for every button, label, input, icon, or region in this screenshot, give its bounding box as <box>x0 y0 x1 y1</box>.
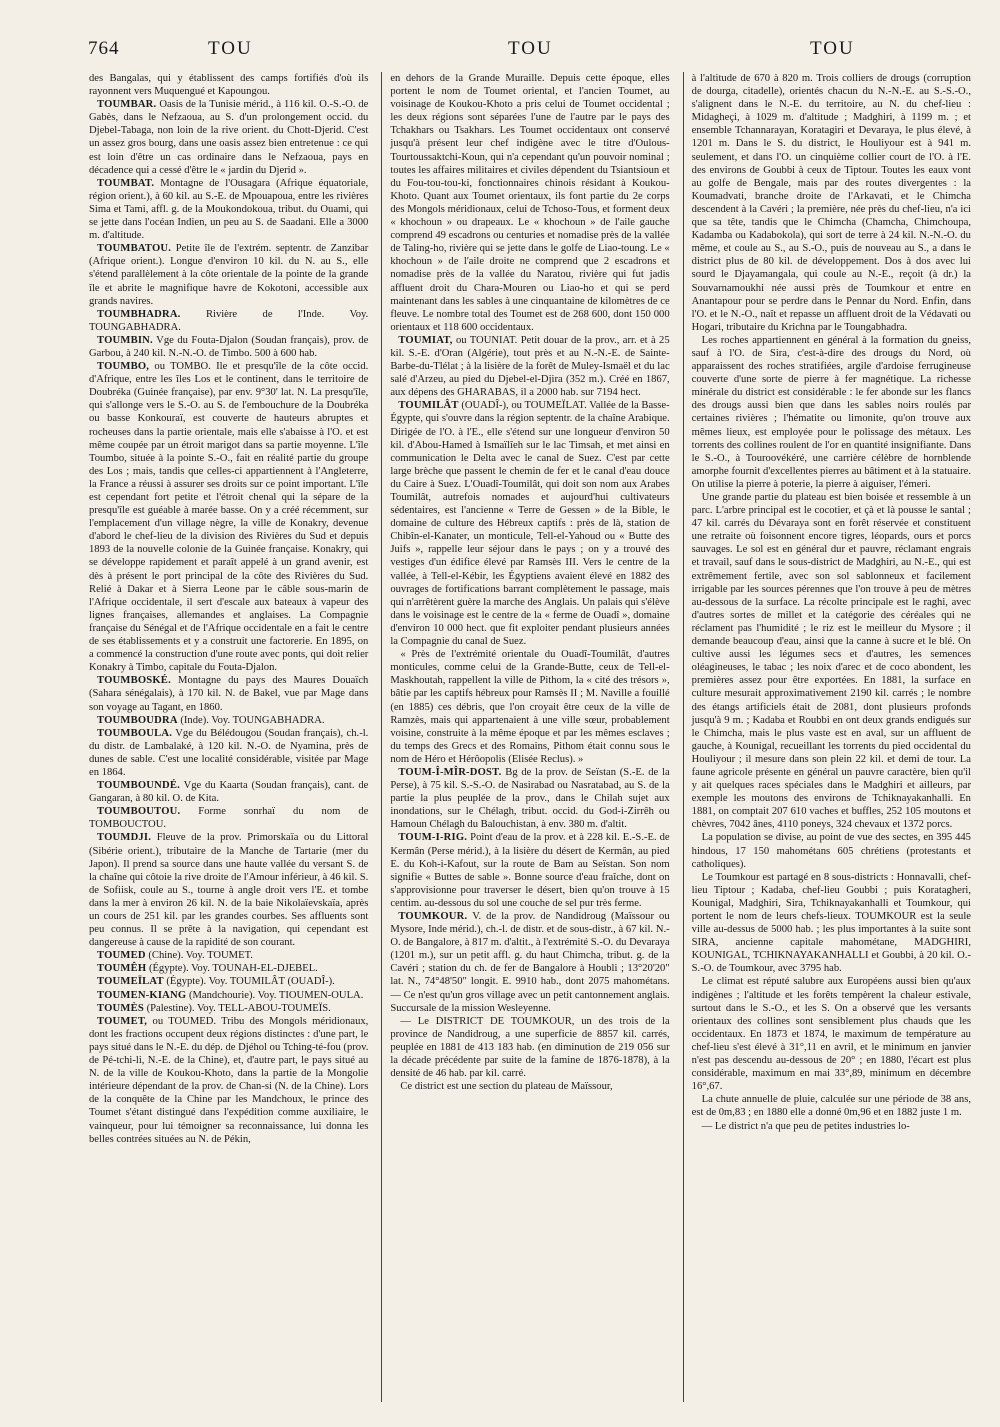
entry-body: Rivière de l'Inde. Voy. TOUNGABHADRA. <box>89 308 369 333</box>
entry-headword: TOUM-Î-MÎR-DOST. <box>398 766 502 778</box>
continued-paragraph: des Bangalas, qui y établissent des camps fortifiés d'où ils rayonnent vers Muquengué et Kapoungou. <box>89 73 369 98</box>
continued-paragraph: à l'altitude de 670 à 820 m. Trois colliers de drougs (corruption de dourga, citadelle), orientés chacun du N.-N.-E. au S.-S.-O., s'alignent dans le N.-E. du territoire, au N. du chef-lieu : Midagheçi, à 1029 m. d'altitude ; Madghiri, à 1199 m. ; et ensemble Tchannarayan, Koratagiri et Devaraya, le plus élevé, à 1201 m. Dans le S. du district, le Houliyour est à 941 m. seulement, et dans l'O. un cinquième collier court de l'O. à l'E. des environs de Goubbi à ceux de Tiptour. Toutes les eaux vont au golfe de Bengale, mais par des routes divergentes : la Koumadvati, branche droite de l'Arkavati, et le Chimcha descendent à la Cavéri ; la première, née près du chef-lieu, n'a ici que sa tête, tandis que le Chimcha (Chamcha, Chimchoupa, Kadamba ou Kadabokola), qui sort de terre à 24 kil. N.-N.-O. du même, et coule au S., au S.-O., puis de nouveau au S., a dans le district plus de 80 kil. de développement. Dos à dos avec lui sourd le Djayamangala, qui coule au N.-E., reçoit (à dr.) la Souvarnamoukhi née aussi près de Toumkour et entre en Anantapour pour se perdre dans le Pennar du Nord. Enfin, dans l'O. et le N.-O., naît et repasse un affluent droit de la Védavati ou Hogari, tributaire du Krichna par le Toungabhadra. <box>691 73 971 333</box>
dictionary-entry <box>89 334 368 360</box>
entry-body: Montagne de l'Ousagara (Afrique équatoriale, région orient.), à 60 kil. au S.-E. de Mpouapoua, entre les rivières Sima et Tami, affl. g. de la Moukondokoua, tribut. du Ouami, qui se jette dans l'océan Indien, un peu au S. de Saadani. Elle a 3000 m. d'altitude. <box>89 177 369 242</box>
dictionary-entry <box>89 989 368 1002</box>
entry-body: Petite île de l'extrém. septentr. de Zanzibar (Afrique orient.). Longue d'environ 10 kil. du N. au S., elle s'étend parallèlement à la côte orientale de la pointe de la grande île et abrite le magnifique havre de Kokotoni, accessible aux grands navires. <box>89 243 369 307</box>
dictionary-entry <box>89 674 368 713</box>
dictionary-entry <box>89 779 368 805</box>
entry-headword: TOUMÊH <box>97 963 147 975</box>
entry-headword: TOUMILÂT <box>398 400 459 412</box>
dictionary-entry <box>89 805 368 831</box>
dictionary-entry <box>89 727 368 779</box>
dictionary-entry <box>390 334 669 399</box>
entry-body: Point d'eau de la prov. et à 228 kil. E.-S.-E. de Kermân (Perse mérid.), à la lisière du désert de Kermân, au pied E. du Koh-i-Kafout, sur la route de Bam au Seïstan. Son nom signifie « Buttes de sable ». Bonne source d'eau fraîche, dont on s'approvisionne pour traverser le désert, bien qu'on trouve à 15 centim. au-dessous du sol une couche de sel pur très ferme. <box>390 832 670 909</box>
entry-body: ou TOUMED. Tribu des Mongols méridionaux, dont les fractions occupent deux régions distinctes : d'une part, le pays situé dans le N.-E. du dép. de Djéhol ou Tching-té-fou (prov. de Pé-tchi-li, N.-E. de la Chine), et, d'autre part, le pays situé au N. de la ville de Koukou-Khoto, dans la partie de la Mongolie intérieure dépendant de la prov. de Chan-si (N. de la Chine). Lors de la conquête de la Chine par les Mandchoux, le prince des Toumet s'étant distingué dans l'expédition comme auxiliaire, le vainqueur, pour lui témoigner sa reconnaissance, lui donna les belles contrées situées au N. de Pékin, <box>89 1015 369 1145</box>
entry-body: ou TOUNIAT. Petit douar de la prov., arr. et à 25 kil. S.-E. d'Oran (Algérie), tout près et au N.-N.-E. de Sainte-Barbe-du-Tlélat ; à la lisière de la forêt de Muley-Ismaël et du lac salé d'Arzeu, au pied du Djebel-el-Djira (352 m.). Créé en 1867, aux dépens des GHARABAS, il a 2000 hab. sur 7194 hect. <box>390 334 670 399</box>
dictionary-entry <box>89 1015 368 1146</box>
entry-body: Forme sonrhaï du nom de TOMBOUCTOU. <box>89 806 369 831</box>
entry-headword: TOUMET, <box>97 1015 148 1027</box>
paragraph: « Près de l'extrémité orientale du Ouadî-Toumilât, d'autres monticules, comme celui de la Grande-Butte, ceux de Tell-el-Maskhoutah, rappellent la ville de Pithom, la « cité des trésors », bâtie par les captifs hébreux pour Ramsès II ; M. Naville a fouillé (en 1885) ces débris, que l'on croyait être ceux de la ville de Ramzès, mais qui appartenaient à une ville sœur, probablement voisine, construite à la même époque et par les mêmes esclaves ; du temps des Grecs et des Romains, Pithom était connu sous le nom de Héro et Hérôopolis (Elisée Reclus). » <box>390 649 670 765</box>
paragraph: Ce district est une section du plateau de Maïssour, <box>400 1081 613 1093</box>
paragraph: Le Toumkour est partagé en 8 sous-districts : Honnavalli, chef-lieu Tiptour ; Kadaba, chef-lieu Goubbi ; puis Koratagheri, Kounigal, Madghiri, Sira, Tchiknayakanhalli et Toumkour, qui portent le nom de leurs chefs-lieux. TOUMKOUR est la seule ville au-dessus de 5000 hab. ; les plus importantes à la suite sont SIRA, ancienne capitale mahométane, MADGHIRI, KOUNIGAL, TCHIKNAYAKANHALLI et Goubbi, à 20 kil. O.-S.-O. de Toumkour, avec 3795 hab. <box>691 871 971 975</box>
dictionary-entry <box>89 98 368 177</box>
entry-body: Vge du Kaarta (Soudan français), cant. de Gangaran, à 80 kil. O. de Kita. <box>89 780 369 805</box>
entry-body: Bg de la prov. de Seïstan (S.-E. de la Perse), à 75 kil. S.-S.-O. de Nasirabad ou Nasratabad, au S. de la partie la plus peuplée de la prov., dans le Chilah sujet aux inondations, sur le Chélagh, tribut. occid. du God-i-Zirrêh ou Hamoun Chélagh du Balouchistan, à env. 380 m. d'altit. <box>390 766 670 831</box>
column-1 <box>86 72 371 1402</box>
text-columns <box>86 72 974 1402</box>
column-3 <box>683 72 974 1402</box>
paragraph: Une grande partie du plateau est bien boisée et ressemble à un parc. L'arbre principal est le cocotier, et çà et là pousse le santal ; 47 kil. carrés du Dévaraya sont en forêt réservée et constituent une retraite où foisonnent encore tigres, léopards, ours et porcs sauvages. Le sol est en général dur et pauvre, réclamant engrais et travail, sauf dans le sous-district de Madghiri, au N.-E., qui est extrêmement fertile, avec son sol sablonneux et facilement irrigable par les sources pérennes que l'on trouve à peu de mètres au-dessous de la surface. La récolte principale est le raghi, avec d'autres sortes de millet et la catégorie des céréales qui ne réclament pas l'humidité ; le riz est le meilleur du Mysore ; il demande beaucoup d'eau, ainsi que la canne à sucre et le blé. On cultive aussi les légumes secs et d'autres, les semences oléagineuses, le tabac ; les noix d'arec et de coco abondent, les premières assez pour être exportées. En 1881, la surface en culture mesurait approximativement 2190 kil. carrés ; le nombre des étangs artificiels était de 2081, dont plusieurs profonds jusqu'à 9 m. ; Kadaba et Roubbi en ont deux grands endigués sur le Chimcha, mais le plus vaste est en aval, sur un affluent de gauche, à Kounigal, recueillant les torrents du pied occidental du Houliyour ; il mesure dans son plein 22 kil. et demi de tour. La faune agricole présente en général un pauvre caractère, bien qu'il y ait quelques races spéciales dans le Madghiri et ailleurs, par exemple les moutons des environs de Tchiknayakanhalli. En 1881, on comptait 207 610 vaches et buffles, 252 105 moutons et chèvres, 7042 ânes, 4110 poneys, 324 chevaux et 1372 porcs. <box>691 492 971 831</box>
entry-body: (Chine). Voy. TOUMET. <box>148 950 253 962</box>
entry-headword: TOUMBOSKÉ. <box>97 675 171 687</box>
entry-body: Vge du Fouta-Djalon (Soudan français), prov. de Garbou, à 240 kil. N.-N.-O. de Timbo. 500 à 600 hab. <box>89 334 369 359</box>
paragraph: — Le district n'a que peu de petites industries lo- <box>701 1120 910 1132</box>
dictionary-entry <box>89 308 368 334</box>
entry-headword: TOUMEN-KIANG <box>97 989 187 1001</box>
page-number: 764 <box>88 38 120 59</box>
column-2 <box>381 72 672 1402</box>
dictionary-entry <box>390 399 669 648</box>
entry-body: (Palestine). Voy. TELL-ABOU-TOUMEÏS. <box>146 1002 331 1014</box>
entry-headword: TOUMBOULA. <box>97 727 173 739</box>
running-head-right: TOU <box>810 38 855 59</box>
dictionary-entry <box>89 949 368 962</box>
paragraph: Le climat est réputé salubre aux Européens aussi bien qu'aux indigènes ; l'altitude et les forêts tempèrent la chaleur estivale, surtout dans le S.-O., et les S. On a observé que les versants orientaux des collines sont sensiblement plus chauds que les occidentaux. En 1873 et 1874, le maximum de température au chef-lieu s'est élevé à 31°,11 en avril, et le minimum en janvier n'est pas descendu au-dessous de 20° ; en 1880, l'écart est plus considérable, maximum en mai 33°,89, minimum en décembre 16°,67. <box>691 976 971 1093</box>
entry-body: (Égypte). Voy. TOUNAH-EL-DJEBEL. <box>148 963 318 975</box>
paragraph: La population se divise, au point de vue des sectes, en 395 445 hindous, 17 150 mahométans 605 chrétiens (protestants et catholiques). <box>691 832 971 870</box>
entry-headword: TOUMBOUDRA <box>97 714 178 726</box>
entry-headword: TOUMÈS <box>97 1002 144 1014</box>
entry-headword: TOUMBOUNDÉ. <box>97 780 180 792</box>
entry-headword: TOUMEÏLAT <box>97 976 164 988</box>
dictionary-entry <box>89 975 368 988</box>
entry-body: Oasis de la Tunisie mérid., à 116 kil. O.-S.-O. de Gabès, dans le Nefzaoua, au S. d'un prolongement occid. du Djebel-Tabaga, non loin de la rive orient. du Chott-Djerid. C'est un assez gros bourg, dans une oasis assez bien entretenue : ce qui est loin d'être un cas ordinaire dans le Nefzaoua, pays en décadence qui a cessé d'être le « jardin du Djerid ». <box>89 99 369 176</box>
entry-headword: TOUMDJI. <box>97 832 152 844</box>
continued-paragraph: en dehors de la Grande Muraille. Depuis cette époque, elles portent le nom de Toumet oriental, et l'ancien Toumet, au voisinage de Koukou-Khoto a pris celui de Toumet occidental ; les deux régions sont séparées l'une de l'autre par le pays des Tchakhars ou Tsakhars. Les Toumet occidentaux ont conservé jusqu'à présent leur chef indigène avec le titre d'Oulous-Tourtoussaktchi-Koun, qui n'a cependant qu'un pouvoir nominal ; toutes les affaires militaires et civiles dépendent du Tsiantsioun et du Fou-tou-tou-ki, fonctionnaires chinois résidant à Koukou-Khoto. Quant aux Toumet orientaux, ils font partie du 2e corps des Mongols méridionaux, celui de Tchoso-Tous, et forment deux « khochoun » ou drapeaux. Le « khochoun » de l'aile gauche comprend 49 escadrons ou centuries et nomadise près de la vallée de Taling-ho, rivière qui se jette dans le golfe de Liao-toung. Le « khochoun » de l'aile droite ne comprend que 2 escadrons et nomadise près de la vallée du Naratou, rivière qui fut jadis affluent droit du Chara-Mouren ou Liao-ho et qui se perd maintenant dans les sables à une cinquantaine de kilomètres de ce fleuve. Le nombre total des Toumet est de 268 600, dont 150 000 orientaux et 118 600 occidentaux. <box>390 73 670 333</box>
entry-headword: TOUMIAT, <box>398 334 453 346</box>
entry-headword: TOUMBIN. <box>97 334 153 346</box>
paragraph: La chute annuelle de pluie, calculée sur une période de 38 ans, est de 0m,83 ; en 1880 elle a donné 0m,96 et en 1882 juste 1 m. <box>691 1094 971 1119</box>
entry-body: (Inde). Voy. TOUNGABHADRA. <box>180 714 325 726</box>
entry-headword: TOUMBAT. <box>97 177 155 189</box>
dictionary-entry <box>89 1002 368 1015</box>
entry-headword: TOUMBO, <box>97 361 150 373</box>
entry-headword: TOUMED <box>97 950 146 962</box>
entry-body: (Égypte). Voy. TOUMILÂT (OUADÎ-). <box>166 976 335 988</box>
entry-body: Fleuve de la prov. Primorskaïa ou du Littoral (Sibérie orient.), tributaire de la Manche de Tartarie (mer du Japon). Il prend sa source dans une haute vallée du versant S. de la chaîne qui côtoie la rive droite de l'Amour inférieur, à 46 kil. S. de Sofiisk, coule au S., tourne à angle droit vers l'E. et tombe dans la mer à environ 26 kil. N. de la baie Nikolaïevskaïa, après un cours de 251 kil. par les grandes courbes. Ses affluents sont peu connus. Il se prête à la navigation, qui cependant est dangereuse à cause de la rapidité de son courant. <box>89 832 369 949</box>
entry-headword: TOUM-I-RIG. <box>398 832 468 844</box>
entry-headword: TOUMBOUTOU. <box>97 806 181 818</box>
dictionary-entry <box>390 910 669 1015</box>
entry-body: V. de la prov. de Nandidroug (Maïssour ou Mysore, Inde mérid.), ch.-l. de distr. et de sous-distr., à 67 kil. N.-O. de Bangalore, à 817 m. d'altit., à l'extrémité S.-O. du Devaraya (1201 m.), sur un petit affl. g. du haut Chimcha, tribut. g. de la Cavéri ; station du ch. de fer de Bangalore à Houbli ; 13°20'20" lat. N., 74°48'50" longit. E. 9910 hab., dont 2075 mahométans. — Ce n'est qu'un gros village avec un petit cantonnement anglais. Succursale de la mission Wesleyenne. <box>390 911 670 1014</box>
page-header <box>88 38 972 68</box>
paragraph: — Le DISTRICT DE TOUMKOUR, un des trois de la province de Nandidroug, a une superficie de 8857 kil. carrés, peuplée en 1881 de 413 183 hab. (en diminution de 219 056 sur la décade précédente par suite de la famine de 1876-1878), à la densité de 46 hab. par kil. carré. <box>390 1015 670 1080</box>
entry-body: (Mandchourie). Voy. TIOUMEN-OULA. <box>188 989 364 1001</box>
dictionary-entry <box>390 766 669 831</box>
entry-body: (OUADÎ-), ou TOUMEÏLAT. Vallée de la Basse-Égypte, qui s'ouvre dans la région septentr. de la chaîne Arabique. Dirigée de l'O. à l'E., elle s'étend sur une longueur d'environ 50 kil. d'Abou-Hamed à Ismaïlîeh sur le lac Timsah, et met ainsi en communication le Delta avec le canal de Suez. C'est par cette large brèche que passent le chemin de fer et le canal d'eau douce du Caire à Suez. L'Ouadî-Toumilât, qui doit son nom aux Arabes Toumilât, autrefois nomades et aujourd'hui cultivateurs sédentaires, est l'ancienne « Terre de Gessen » de la Bible, le domaine de culture des Hébreux captifs : près de là, station de Chibîn-el-Kanater, un monticule, Tell-el-Yahoud ou « Butte des Juifs », rappelle leur séjour dans le pays ; on y a trouvé des vestiges d'un édifice élevé par Ramsès III. Vers le centre de la vallée, à Tell-el-Kébir, les Égyptiens avaient élevé en 1882 des ouvrages de fortifications barrant complètement le passage, mais qui n'arrêtèrent guère la marche des Anglais. Un palais qui s'élève dans le voisinage est le centre de la « ferme de Ouadî », domaine d'environ 10 000 hect. que fit exploiter pendant plusieurs années la Compagnie du canal de Suez. <box>390 400 670 648</box>
entry-body: ou TOMBO. Ile et presqu'île de la côte occid. d'Afrique, entre les îles Los et le continent, dans le territoire de Doubréka (Guinée française), par env. 9°30' lat. N. La presqu'île, qui s'allonge vers le S.-O. au S. de l'embouchure de la Doubréka ou basse Konkouraï, est couverte de hauteurs abruptes et rocheuses dans la partie orientale, mais elle s'abaisse à l'O. et est même coupée par un étroit marigot dans sa partie moyenne. L'île Toumbo, située à la pointe S.-O., fait en réalité partie du groupe des Los ; mais, tandis que celles-ci appartiennent à l'Angleterre, la France a réussi à assurer ses droits sur ce point important. L'île est cependant fort petite et l'étroit chenal qui la sépare de la presqu'île est guéable à marée basse. On y a créé récemment, sur l'emplacement d'un village nègre, la ville de Konakry, devenue d'abord le chef-lieu de la division des Rivières du Sud et depuis 1893 de la nouvelle colonie de la Guinée française. Konakry, qui se développe rapidement et paraît appelé à un grand avenir, est dès à présent le port principal de la côte des Rivières du Sud. Relié à Dakar et à Sierra Leone par le câble sous-marin de l'Afrique occidentale, il sert d'escale aux bateaux à vapeur des lignes françaises, allemandes et anglaises. La Compagnie française du Sénégal et de l'Afrique occidentale en a fait le centre de ses établissements et y a construit une factorerie. En 1895, on a commencé la construction d'une route avec ponts, qui doit relier Konakry à Timbo, capitale du Fouta-Djalon. <box>89 361 369 674</box>
dictionary-entry <box>89 177 368 242</box>
dictionary-entry <box>390 831 669 910</box>
dictionary-entry <box>89 962 368 975</box>
running-head-center: TOU <box>508 38 553 59</box>
dictionary-entry <box>89 242 368 307</box>
entry-headword: TOUMBAR. <box>97 99 157 111</box>
entry-headword: TOUMBATOU. <box>97 243 172 255</box>
running-head-left: TOU <box>208 38 253 59</box>
dictionary-entry <box>89 360 368 674</box>
entry-body: Montagne du pays des Maures Douaïch (Sahara sénégalais), à 170 kil. N. de Bakel, vue par Mage dans son voyage au Tagant, en 1860. <box>89 675 369 713</box>
dictionary-entry <box>89 831 368 949</box>
paragraph: Les roches appartiennent en général à la formation du gneiss, sauf à l'O. de Sira, c'est-à-dire des drougs du Nord, où apparaissent des roches stratifiées, argile d'ardoise ferrugineuse couverte d'une sorte de pierre à fer magnétique. La richesse minérale du district est considérable : le fer abonde sur les flancs des drougs aussi bien que dans les sables noirs roulés par certaines rivières ; l'hématite ou limonite, qu'on trouve aux mêmes lieux, est employée pour le polissage des métaux. Les torrents des collines roulent de l'or en quantité insignifiante. Dans le S.-O., à Touroovékéré, une carrière célèbre de hornblende amorphe fournit d'excellentes pierres au bâtiment et à la statuaire. On utilise la pierre à poterie, la pierre à aiguiser, l'émeri. <box>691 334 971 490</box>
entry-body: Vge du Bélédougou (Soudan français), ch.-l. du distr. de Lambalaké, à 120 kil. N.-O. de Nyamina, près de dunes de sable. C'est une localité considérable, visitée par Mage en 1864. <box>89 727 369 778</box>
entry-headword: TOUMBHADRA. <box>97 308 181 320</box>
dictionary-entry <box>89 714 368 727</box>
entry-headword: TOUMKOUR. <box>398 911 468 922</box>
